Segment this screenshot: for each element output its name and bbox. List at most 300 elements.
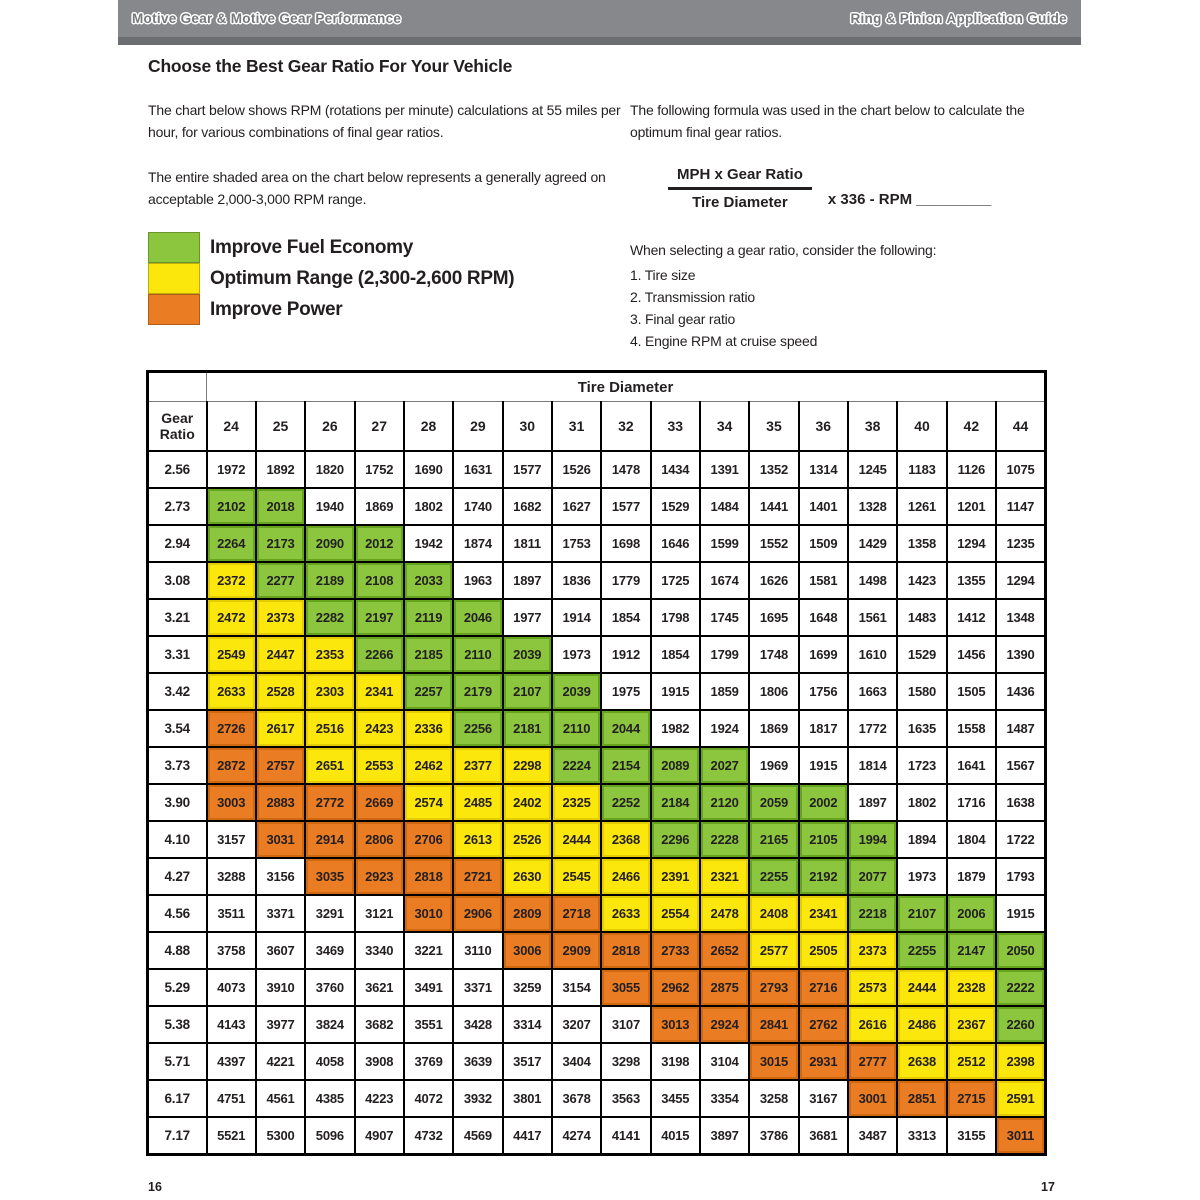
rpm-cell: 2516 — [305, 710, 354, 747]
rpm-cell: 3404 — [552, 1043, 601, 1080]
rpm-cell: 2777 — [848, 1043, 897, 1080]
rpm-cell: 4223 — [355, 1080, 404, 1117]
rpm-cell: 2264 — [207, 525, 256, 562]
rpm-cell: 1897 — [848, 784, 897, 821]
orange-swatch-icon — [148, 294, 200, 325]
rpm-cell: 1699 — [799, 636, 848, 673]
rpm-cell: 4561 — [256, 1080, 305, 1117]
rpm-cell: 2110 — [552, 710, 601, 747]
rpm-cell: 2224 — [552, 747, 601, 784]
table-head — [148, 372, 1046, 452]
rpm-cell: 2033 — [404, 562, 453, 599]
rpm-cell: 2906 — [453, 895, 502, 932]
rpm-cell: 2006 — [947, 895, 996, 932]
rpm-cell: 1817 — [799, 710, 848, 747]
gear-ratio-cell: 4.10 — [148, 821, 207, 858]
rpm-cell: 2108 — [355, 562, 404, 599]
rpm-cell: 2818 — [601, 932, 650, 969]
rpm-cell: 1914 — [552, 599, 601, 636]
column-header: 31 — [552, 402, 601, 452]
rpm-cell: 1690 — [404, 451, 453, 488]
considerations-list — [630, 264, 1048, 352]
rpm-cell: 1915 — [799, 747, 848, 784]
gear-ratio-cell: 3.54 — [148, 710, 207, 747]
rpm-cell: 2423 — [355, 710, 404, 747]
table-row — [148, 451, 1046, 488]
rpm-cell: 1802 — [404, 488, 453, 525]
rpm-cell: 1434 — [651, 451, 700, 488]
table-row — [148, 488, 1046, 525]
rpm-cell: 3897 — [700, 1117, 749, 1154]
gear-ratio-cell: 3.73 — [148, 747, 207, 784]
rpm-cell: 2336 — [404, 710, 453, 747]
rpm-cell: 3932 — [453, 1080, 502, 1117]
consideration-item: 2. Transmission ratio — [630, 289, 755, 305]
rpm-cell: 1599 — [700, 525, 749, 562]
rpm-cell: 1973 — [897, 858, 946, 895]
rpm-cell: 3621 — [355, 969, 404, 1006]
legend-label: Improve Fuel Economy — [210, 236, 414, 258]
rpm-cell: 3291 — [305, 895, 354, 932]
rpm-cell: 2931 — [799, 1043, 848, 1080]
gear-ratio-cell: 2.73 — [148, 488, 207, 525]
rpm-cell: 3977 — [256, 1006, 305, 1043]
rpm-cell: 3121 — [355, 895, 404, 932]
column-header: 25 — [256, 402, 305, 452]
rpm-cell: 3371 — [256, 895, 305, 932]
rpm-cell: 1814 — [848, 747, 897, 784]
table-row — [148, 1080, 1046, 1117]
rpm-cell: 1505 — [947, 673, 996, 710]
table-row — [148, 932, 1046, 969]
rpm-cell: 4397 — [207, 1043, 256, 1080]
rpm-cell: 2526 — [503, 821, 552, 858]
rpm-cell: 1772 — [848, 710, 897, 747]
rpm-cell: 1859 — [700, 673, 749, 710]
column-header: 33 — [651, 402, 700, 452]
rpm-cell: 4015 — [651, 1117, 700, 1154]
rpm-cell: 2402 — [503, 784, 552, 821]
rpm-cell: 2651 — [305, 747, 354, 784]
rpm-cell: 2373 — [848, 932, 897, 969]
gear-ratio-header: Gear Ratio — [148, 402, 207, 452]
rpm-cell: 2574 — [404, 784, 453, 821]
rpm-cell: 3760 — [305, 969, 354, 1006]
rpm-cell: 3011 — [996, 1117, 1046, 1154]
rpm-cell: 2633 — [207, 673, 256, 710]
rpm-cell: 1915 — [996, 895, 1046, 932]
rpm-cell: 1075 — [996, 451, 1046, 488]
rpm-cell: 1348 — [996, 599, 1046, 636]
rpm-cell: 1894 — [897, 821, 946, 858]
rpm-cell: 2050 — [996, 932, 1046, 969]
rpm-cell: 2923 — [355, 858, 404, 895]
rpm-cell: 1994 — [848, 821, 897, 858]
rpm-cell: 1355 — [947, 562, 996, 599]
header-left-title: Motive Gear & Motive Gear Performance — [132, 11, 402, 26]
intro-paragraph-1: The chart below shows RPM (rotations per minute) calculations at 55 miles per hour, for various combinations of final gear ratios. — [148, 102, 621, 140]
rpm-cell: 2173 — [256, 525, 305, 562]
formula-denominator: Tire Diameter — [692, 194, 788, 211]
rpm-cell: 2630 — [503, 858, 552, 895]
rpm-cell: 1314 — [799, 451, 848, 488]
rpm-cell: 1423 — [897, 562, 946, 599]
rpm-cell: 1526 — [552, 451, 601, 488]
rpm-cell: 2372 — [207, 562, 256, 599]
rpm-cell: 2444 — [897, 969, 946, 1006]
rpm-cell: 2638 — [897, 1043, 946, 1080]
rpm-cell: 1183 — [897, 451, 946, 488]
page-number-left: 16 — [148, 1180, 162, 1194]
rpm-cell: 2077 — [848, 858, 897, 895]
rpm-cell: 2341 — [799, 895, 848, 932]
header-bar-strip — [118, 37, 1081, 45]
yellow-swatch-icon — [148, 263, 200, 294]
rpm-cell: 1412 — [947, 599, 996, 636]
rpm-cell: 1942 — [404, 525, 453, 562]
rpm-cell: 5521 — [207, 1117, 256, 1154]
rpm-cell: 3563 — [601, 1080, 650, 1117]
rpm-cell: 1646 — [651, 525, 700, 562]
rpm-cell: 4143 — [207, 1006, 256, 1043]
rpm-cell: 1779 — [601, 562, 650, 599]
column-header: 40 — [897, 402, 946, 452]
consideration-item: 1. Tire size — [630, 267, 696, 283]
rpm-cell: 1725 — [651, 562, 700, 599]
rpm-cell: 2089 — [651, 747, 700, 784]
rpm-cell: 1752 — [355, 451, 404, 488]
gear-ratio-cell: 4.56 — [148, 895, 207, 932]
rpm-cell: 1561 — [848, 599, 897, 636]
legend-item-optimum-range — [148, 263, 514, 294]
rpm-cell: 2851 — [897, 1080, 946, 1117]
rpm-cell: 1436 — [996, 673, 1046, 710]
rpm-cell: 2472 — [207, 599, 256, 636]
rpm-cell: 1201 — [947, 488, 996, 525]
rpm-cell: 2154 — [601, 747, 650, 784]
rpm-cell: 2669 — [355, 784, 404, 821]
rpm-cell: 2110 — [453, 636, 502, 673]
rpm-cell: 3221 — [404, 932, 453, 969]
formula-paragraph: The following formula was used in the chart below to calculate the optimum final gear ratios. — [630, 102, 1025, 140]
rpm-cell: 4385 — [305, 1080, 354, 1117]
rpm-cell: 1802 — [897, 784, 946, 821]
table-row — [148, 858, 1046, 895]
rpm-cell: 3639 — [453, 1043, 502, 1080]
rpm-cell: 1456 — [947, 636, 996, 673]
rpm-cell: 2485 — [453, 784, 502, 821]
table-row — [148, 636, 1046, 673]
rpm-cell: 2107 — [897, 895, 946, 932]
rpm-cell: 2185 — [404, 636, 453, 673]
rpm-cell: 3055 — [601, 969, 650, 1006]
rpm-cell: 2715 — [947, 1080, 996, 1117]
table-row — [148, 969, 1046, 1006]
rpm-cell: 2444 — [552, 821, 601, 858]
rpm-cell: 1811 — [503, 525, 552, 562]
rpm-cell: 2321 — [700, 858, 749, 895]
page-title: Choose the Best Gear Ratio For Your Vehicle — [148, 56, 513, 76]
gear-ratio-cell: 5.38 — [148, 1006, 207, 1043]
rpm-cell: 2633 — [601, 895, 650, 932]
rpm-cell: 2328 — [947, 969, 996, 1006]
rpm-cell: 2553 — [355, 747, 404, 784]
table-row — [148, 673, 1046, 710]
rpm-cell: 3607 — [256, 932, 305, 969]
rpm-cell: 1982 — [651, 710, 700, 747]
rpm-cell: 1892 — [256, 451, 305, 488]
rpm-cell: 1529 — [897, 636, 946, 673]
rpm-cell: 1674 — [700, 562, 749, 599]
rpm-cell: 1245 — [848, 451, 897, 488]
rpm-cell: 2252 — [601, 784, 650, 821]
rpm-cell: 2189 — [305, 562, 354, 599]
rpm-cell: 1793 — [996, 858, 1046, 895]
rpm-cell: 2716 — [799, 969, 848, 1006]
rpm-cell: 2090 — [305, 525, 354, 562]
rpm-cell: 3198 — [651, 1043, 700, 1080]
table-row — [148, 1043, 1046, 1080]
rpm-cell: 2002 — [799, 784, 848, 821]
table-row — [148, 710, 1046, 747]
rpm-cell: 1682 — [503, 488, 552, 525]
gear-ratio-cell: 5.29 — [148, 969, 207, 1006]
rpm-cell: 2909 — [552, 932, 601, 969]
rpm-cell: 1915 — [651, 673, 700, 710]
rpm-cell: 2762 — [799, 1006, 848, 1043]
rpm-cell: 4569 — [453, 1117, 502, 1154]
rpm-cell: 1577 — [503, 451, 552, 488]
table-row — [148, 895, 1046, 932]
gear-ratio-cell: 3.21 — [148, 599, 207, 636]
gear-ratio-cell: 7.17 — [148, 1117, 207, 1154]
rpm-cell: 2147 — [947, 932, 996, 969]
rpm-table — [146, 370, 1047, 1156]
rpm-cell: 2367 — [947, 1006, 996, 1043]
legend-item-improve-power — [148, 294, 514, 325]
rpm-cell: 1641 — [947, 747, 996, 784]
gear-ratio-cell: 6.17 — [148, 1080, 207, 1117]
rpm-cell: 2408 — [749, 895, 798, 932]
rpm-cell: 3824 — [305, 1006, 354, 1043]
gear-ratio-cell: 3.90 — [148, 784, 207, 821]
rpm-cell: 2447 — [256, 636, 305, 673]
rpm-cell: 2528 — [256, 673, 305, 710]
rpm-cell: 3908 — [355, 1043, 404, 1080]
rpm-cell: 3207 — [552, 1006, 601, 1043]
gear-ratio-cell: 4.88 — [148, 932, 207, 969]
rpm-cell: 2105 — [799, 821, 848, 858]
rpm-cell: 4072 — [404, 1080, 453, 1117]
rpm-cell: 2107 — [503, 673, 552, 710]
rpm-cell: 3104 — [700, 1043, 749, 1080]
rpm-cell: 2962 — [651, 969, 700, 1006]
column-header: 44 — [996, 402, 1046, 452]
rpm-cell: 1854 — [601, 599, 650, 636]
rpm-cell: 2793 — [749, 969, 798, 1006]
rpm-cell: 2733 — [651, 932, 700, 969]
table-row — [148, 1117, 1046, 1154]
rpm-cell: 2257 — [404, 673, 453, 710]
rpm-cell: 2046 — [453, 599, 502, 636]
column-header: 35 — [749, 402, 798, 452]
rpm-cell: 5096 — [305, 1117, 354, 1154]
rpm-cell: 2706 — [404, 821, 453, 858]
rpm-cell: 1806 — [749, 673, 798, 710]
rpm-cell: 5300 — [256, 1117, 305, 1154]
rpm-cell: 1663 — [848, 673, 897, 710]
rpm-cell: 2256 — [453, 710, 502, 747]
rpm-cell: 3288 — [207, 858, 256, 895]
rpm-cell: 1577 — [601, 488, 650, 525]
rpm-cell: 2391 — [651, 858, 700, 895]
rpm-cell: 1581 — [799, 562, 848, 599]
rpm-cell: 3107 — [601, 1006, 650, 1043]
column-header: 30 — [503, 402, 552, 452]
rpm-cell: 2462 — [404, 747, 453, 784]
rpm-cell: 1294 — [947, 525, 996, 562]
rpm-cell: 3511 — [207, 895, 256, 932]
rpm-cell: 1631 — [453, 451, 502, 488]
gear-ratio-cell: 4.27 — [148, 858, 207, 895]
rpm-cell: 1748 — [749, 636, 798, 673]
gear-ratio-cell: 5.71 — [148, 1043, 207, 1080]
rpm-cell: 4907 — [355, 1117, 404, 1154]
column-header: 26 — [305, 402, 354, 452]
rpm-cell: 3428 — [453, 1006, 502, 1043]
gear-ratio-cell: 2.94 — [148, 525, 207, 562]
rpm-cell: 3758 — [207, 932, 256, 969]
rpm-cell: 3035 — [305, 858, 354, 895]
rpm-cell: 1836 — [552, 562, 601, 599]
rpm-cell: 1483 — [897, 599, 946, 636]
rpm-cell: 2505 — [799, 932, 848, 969]
rpm-cell: 3259 — [503, 969, 552, 1006]
intro-paragraph-2: The entire shaded area on the chart below represents a generally agreed on acceptable 2,000-3,000 RPM range. — [148, 169, 606, 207]
rpm-cell: 2883 — [256, 784, 305, 821]
rpm-cell: 3354 — [700, 1080, 749, 1117]
rpm-cell: 3769 — [404, 1043, 453, 1080]
rpm-cell: 1429 — [848, 525, 897, 562]
rpm-cell: 1879 — [947, 858, 996, 895]
rpm-cell: 2120 — [700, 784, 749, 821]
rpm-cell: 1854 — [651, 636, 700, 673]
column-header: 36 — [799, 402, 848, 452]
rpm-cell: 1924 — [700, 710, 749, 747]
consideration-item: 4. Engine RPM at cruise speed — [630, 333, 818, 349]
table-body — [148, 451, 1046, 1154]
rpm-cell: 3371 — [453, 969, 502, 1006]
column-header: 29 — [453, 402, 502, 452]
rpm-cell: 2577 — [749, 932, 798, 969]
table-row — [148, 599, 1046, 636]
table-row — [148, 821, 1046, 858]
rpm-cell: 3786 — [749, 1117, 798, 1154]
table-row — [148, 562, 1046, 599]
table-row — [148, 747, 1046, 784]
column-header: 27 — [355, 402, 404, 452]
rpm-cell: 2179 — [453, 673, 502, 710]
rpm-cell: 2368 — [601, 821, 650, 858]
rpm-cell: 3167 — [799, 1080, 848, 1117]
legend-label: Improve Power — [210, 298, 343, 320]
rpm-cell: 1698 — [601, 525, 650, 562]
rpm-cell: 1869 — [749, 710, 798, 747]
rpm-cell: 4274 — [552, 1117, 601, 1154]
rpm-cell: 2039 — [503, 636, 552, 673]
rpm-cell: 3801 — [503, 1080, 552, 1117]
table-row — [148, 525, 1046, 562]
rpm-cell: 3491 — [404, 969, 453, 1006]
rpm-cell: 1977 — [503, 599, 552, 636]
rpm-cell: 2726 — [207, 710, 256, 747]
table-row — [148, 1006, 1046, 1043]
rpm-cell: 2192 — [799, 858, 848, 895]
legend-item-fuel-economy — [148, 232, 514, 263]
legend — [148, 232, 514, 325]
rpm-cell: 3155 — [947, 1117, 996, 1154]
column-header: 34 — [700, 402, 749, 452]
rpm-cell: 2617 — [256, 710, 305, 747]
rpm-cell: 2486 — [897, 1006, 946, 1043]
rpm-cell: 2377 — [453, 747, 502, 784]
rpm-cell: 3314 — [503, 1006, 552, 1043]
column-header: 32 — [601, 402, 650, 452]
header-right-title: Ring & Pinion Application Guide — [850, 11, 1067, 26]
rpm-cell: 3340 — [355, 932, 404, 969]
gear-ratio-cell: 3.42 — [148, 673, 207, 710]
formula-suffix: x 336 - RPM _________ — [827, 191, 992, 208]
rpm-cell: 1567 — [996, 747, 1046, 784]
gear-ratio-cell: 2.56 — [148, 451, 207, 488]
rpm-cell: 1358 — [897, 525, 946, 562]
rpm-cell: 3298 — [601, 1043, 650, 1080]
gear-ratio-cell: 3.31 — [148, 636, 207, 673]
rpm-cell: 2613 — [453, 821, 502, 858]
rpm-cell: 2266 — [355, 636, 404, 673]
column-header: 38 — [848, 402, 897, 452]
rpm-cell: 1804 — [947, 821, 996, 858]
rpm-cell: 2872 — [207, 747, 256, 784]
rpm-cell: 1235 — [996, 525, 1046, 562]
rpm-cell: 1509 — [799, 525, 848, 562]
rpm-cell: 1529 — [651, 488, 700, 525]
rpm-cell: 1478 — [601, 451, 650, 488]
rpm-cell: 1552 — [749, 525, 798, 562]
rpm-cell: 1261 — [897, 488, 946, 525]
rpm-cell: 3001 — [848, 1080, 897, 1117]
rpm-cell: 2398 — [996, 1043, 1046, 1080]
rpm-cell: 2298 — [503, 747, 552, 784]
rpm-cell: 2303 — [305, 673, 354, 710]
rpm-cell: 3678 — [552, 1080, 601, 1117]
rpm-cell: 2181 — [503, 710, 552, 747]
consideration-item: 3. Final gear ratio — [630, 311, 736, 327]
rpm-cell: 2325 — [552, 784, 601, 821]
considerations-title: When selecting a gear ratio, consider the following: — [630, 242, 937, 258]
rpm-cell: 2875 — [700, 969, 749, 1006]
rpm-cell: 2039 — [552, 673, 601, 710]
column-header: 28 — [404, 402, 453, 452]
rpm-cell: 2059 — [749, 784, 798, 821]
rpm-cell: 4058 — [305, 1043, 354, 1080]
rpm-cell: 1753 — [552, 525, 601, 562]
rpm-cell: 2616 — [848, 1006, 897, 1043]
rpm-cell: 2554 — [651, 895, 700, 932]
rpm-cell: 2282 — [305, 599, 354, 636]
rpm-cell: 2027 — [700, 747, 749, 784]
rpm-cell: 3551 — [404, 1006, 453, 1043]
